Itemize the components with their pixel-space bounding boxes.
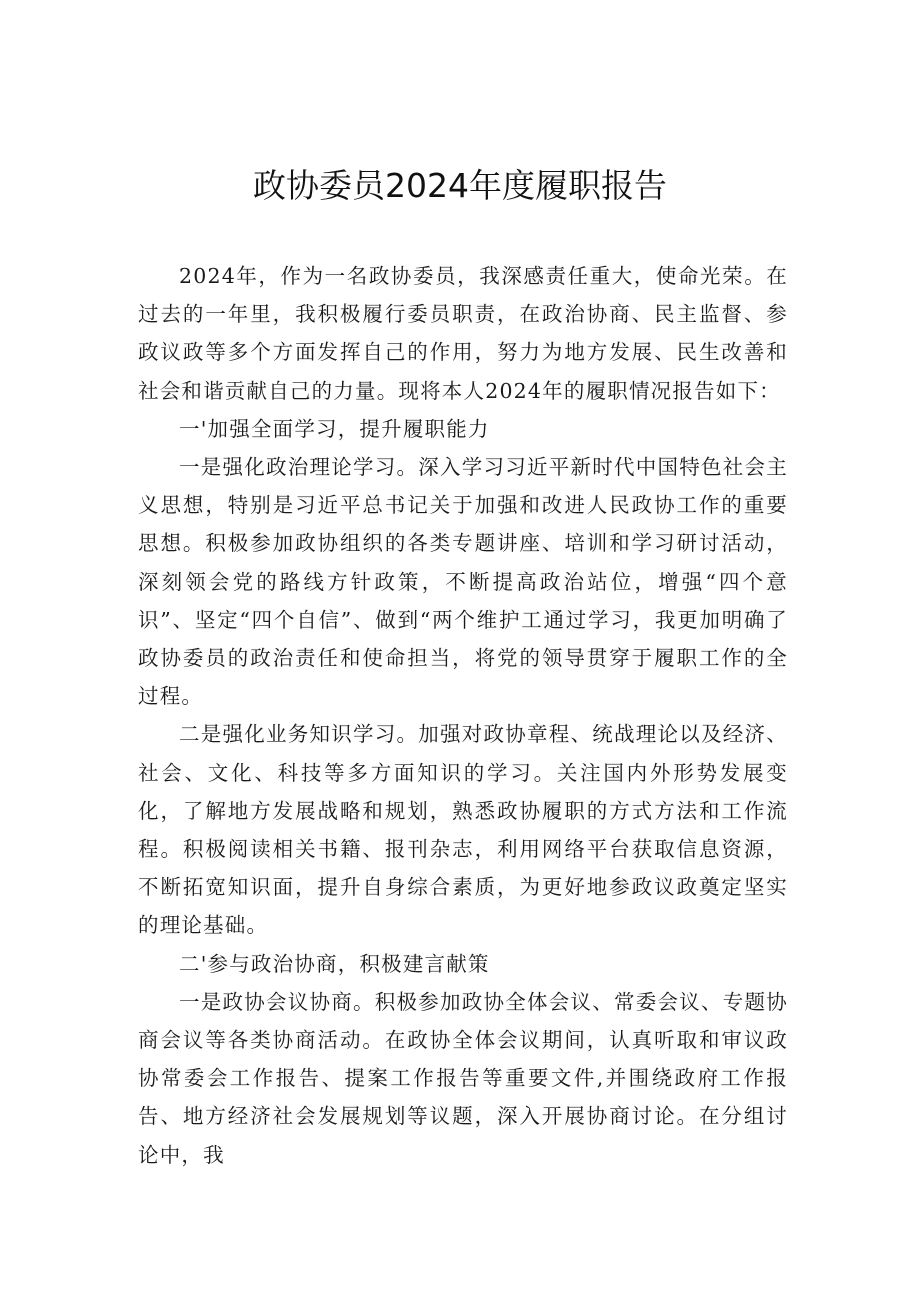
body-paragraph: 一是政协会议协商。积极参加政协全体会议、常委会议、专题协商会议等各类协商活动。在政协全体会议期间，认真听取和审议政协常委会工作报告、提案工作报告等重要文件,并围绕政府工作报告、地方经济社会发展规划等议题，深入开展协商讨论。在分组讨论中，我 [138,989,788,1167]
intro-paragraph: 2024年，作为一名政协委员，我深感责任重大，使命光荣。在过去的一年里，我积极履行委员职责，在政治协商、民主监督、参政议政等多个方面发挥自己的作用，努力为地方发展、民生改善和社会和谐贡献自己的力量。现将本人2024年的履职情况报告如下： [138,264,788,403]
document-body [138,257,788,1174]
section-heading-1: 一'加强全面学习，提升履职能力 [179,416,490,441]
section-heading-2: 二'参与政治协商，积极建言献策 [179,951,490,976]
document-title: 政协委员2024年度履职报告 [253,166,667,205]
body-paragraph: 一是强化政治理论学习。深入学习习近平新时代中国特色社会主义思想，特别是习近平总书记关于加强和改进人民政协工作的重要思想。积极参加政协组织的各类专题讲座、培训和学习研讨活动，深刻领会党的路线方针政策，不断提高政治站位，增强“四个意识”、坚定“四个自信”、做到“两个维护工通过学习，我更加明确了政协委员的政治责任和使命担当，将党的领导贯穿于履职工作的全过程。 [138,455,788,709]
body-paragraph: 二是强化业务知识学习。加强对政协章程、统战理论以及经济、社会、文化、科技等多方面知识的学习。关注国内外形势发展变化，了解地方发展战略和规划，熟悉政协履职的方式方法和工作流程。积极阅读相关书籍、报刊杂志，利用网络平台获取信息资源，不断拓宽知识面，提升自身综合素质，为更好地参政议政奠定坚实的理论基础。 [138,722,788,938]
